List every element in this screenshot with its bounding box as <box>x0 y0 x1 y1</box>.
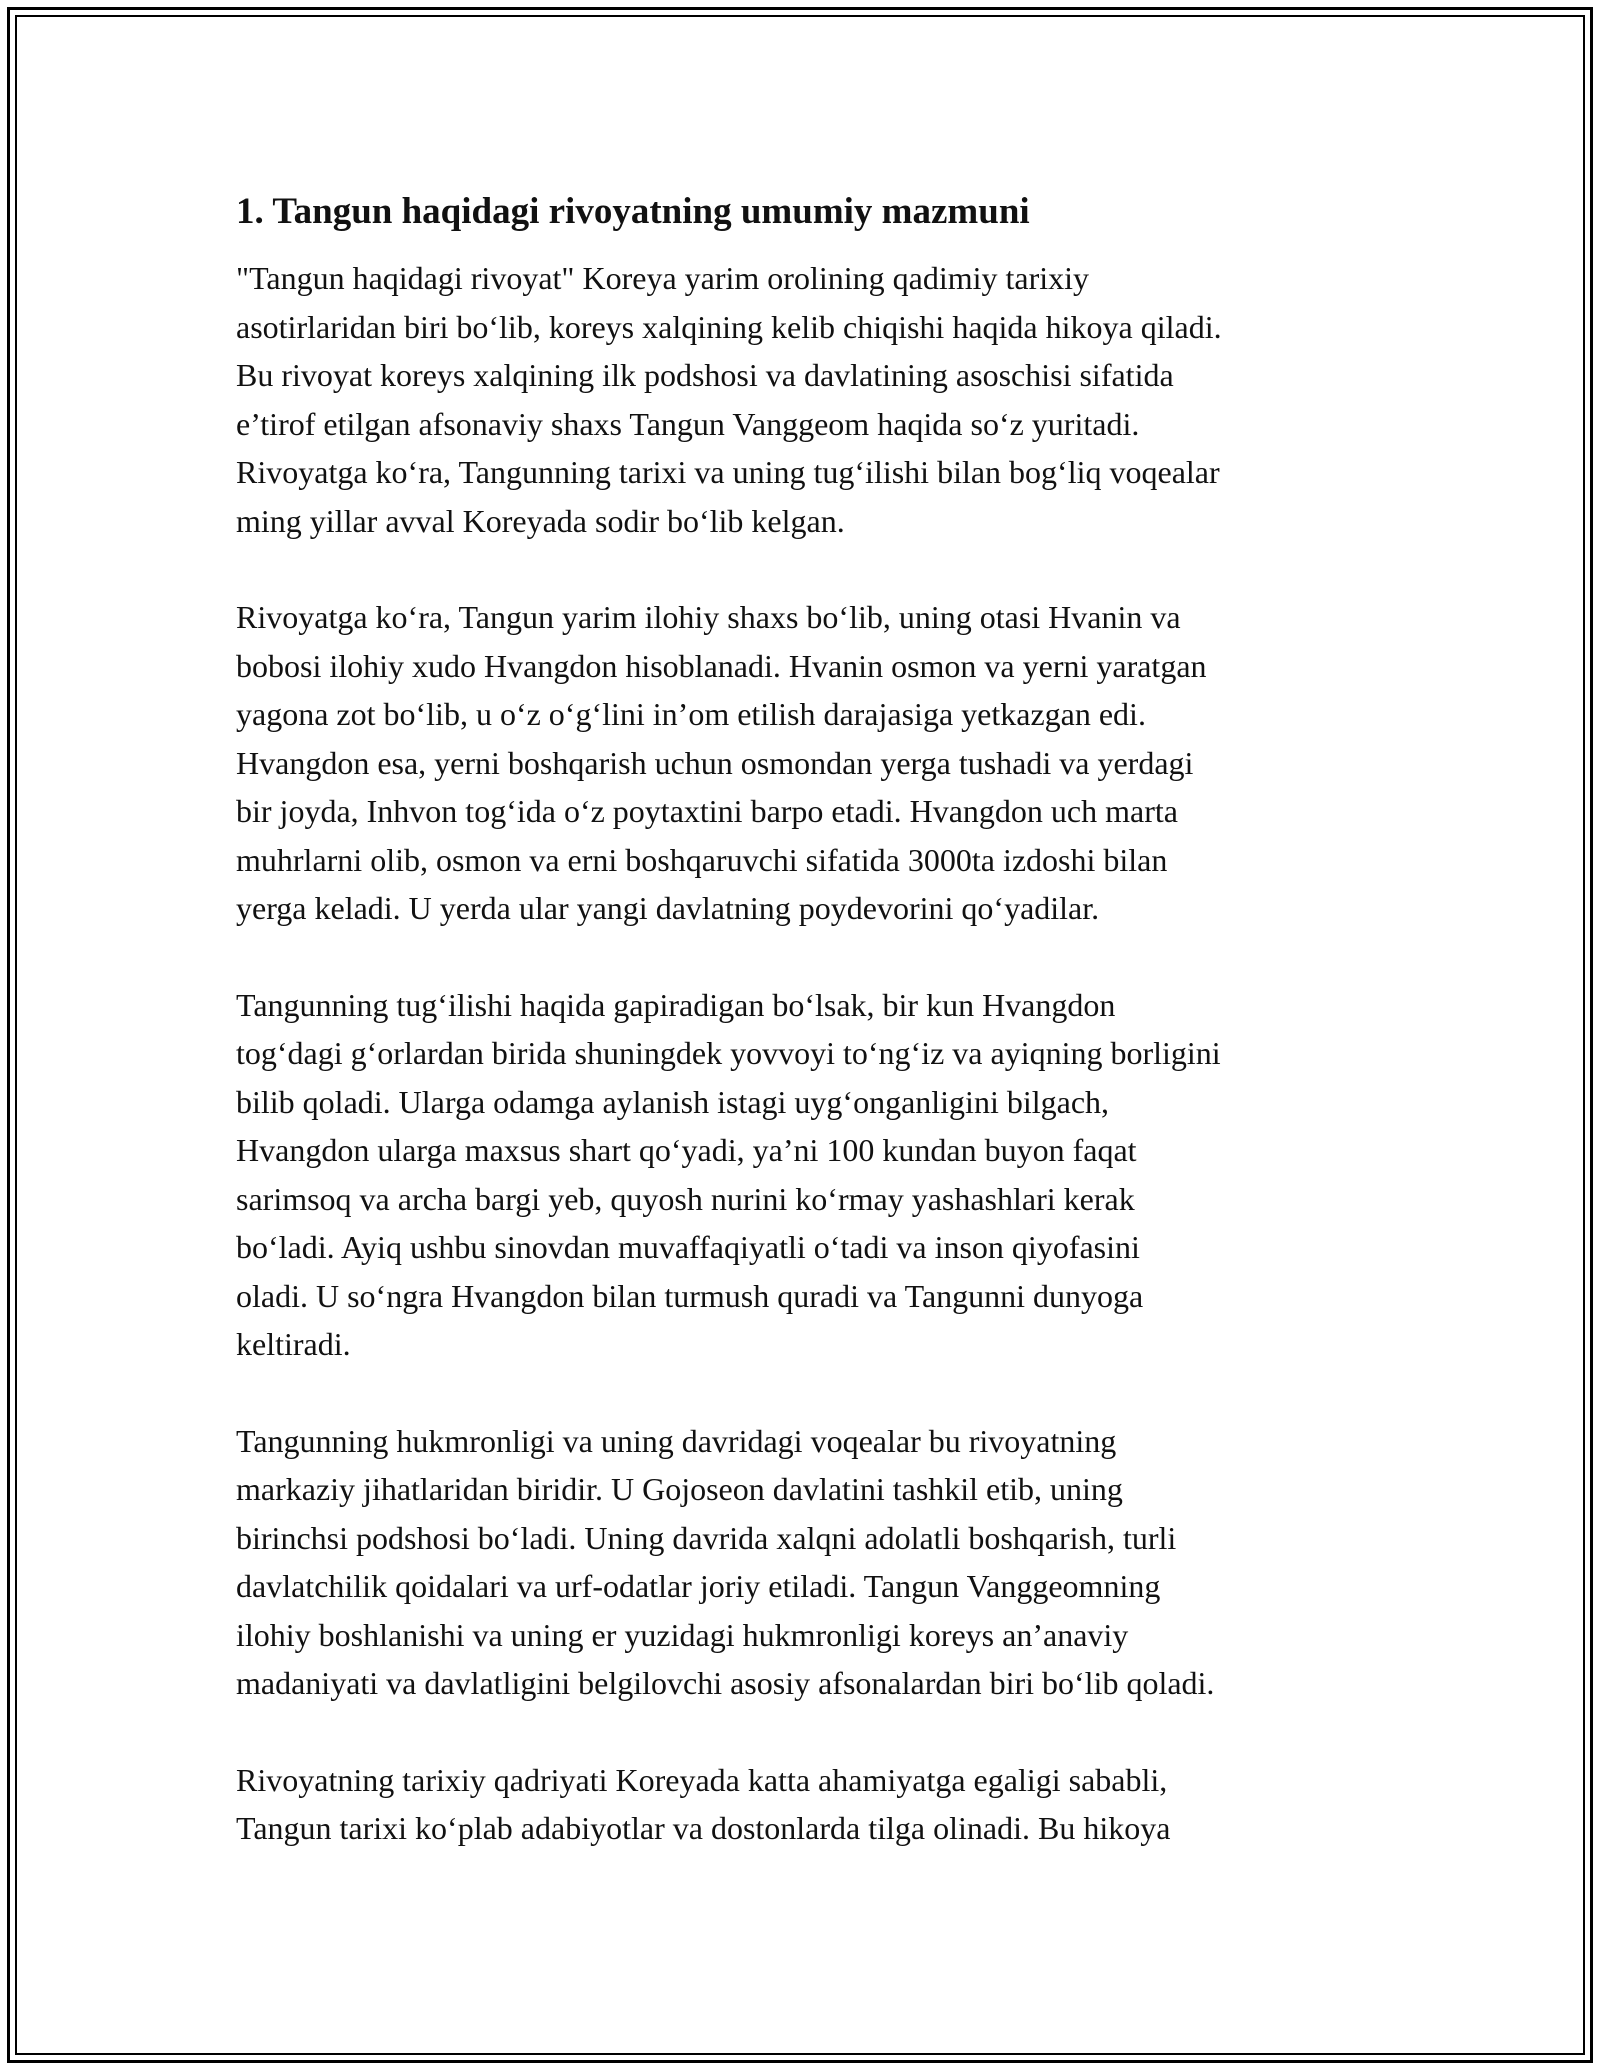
paragraph-4: Tangunning hukmronligi va uning davridagi voqealar bu rivoyatning markaziy jihatlaridan biridir. U Gojoseon davlatini tashkil etib, uning birinchsi podshosi bo‘ladi. Uning davrida xalqni adolatli boshqarish, turli davlatchilik qoidalari va urf-odatlar joriy etiladi. Tangun Vanggeomning ilohiy boshlanishi va uning er yuzidagi hukmronligi koreys an’anaviy madaniyati va davlatligini belgilovchi asosiy afsonalardan biri bo‘lib qoladi. <box>236 1422 1215 1701</box>
paragraph-5: Rivoyatning tarixiy qadriyati Koreyada katta ahamiyatga egaligi sababli, Tangun tarixi ko‘plab adabiyotlar va dostonlarda tilga olinadi. Bu hikoya <box>236 1761 1171 1846</box>
paragraph-3: Tangunning tug‘ilishi haqida gapiradigan bo‘lsak, bir kun Hvangdon tog‘dagi g‘orlardan birida shuningdek yovvoyi to‘ng‘iz va ayiqning borligini bilib qoladi. Ularga odamga aylanish istagi uyg‘onganligini bilgach, Hvangdon ularga maxsus shart qo‘yadi, ya’ni 100 kundan buyon faqat sarimsoq va archa bargi yeb, quyosh nurini ko‘rmay yashashlari kerak bo‘ladi. Ayiq ushbu sinovdan muvaffaqiyatli o‘tadi va inson qiyofasini oladi. U so‘ngra Hvangdon bilan turmush quradi va Tangunni dunyoga keltiradi. <box>236 986 1221 1362</box>
document-body <box>236 188 1376 1901</box>
paragraph-2: Rivoyatga ko‘ra, Tangun yarim ilohiy shaxs bo‘lib, uning otasi Hvanin va bobosi ilohiy xudo Hvangdon hisoblanadi. Hvanin osmon va yerni yaratgan yagona zot bo‘lib, u o‘z o‘g‘lini in’om etilish darajasiga yetkazgan edi. Hvangdon esa, yerni boshqarish uchun osmondan yerga tushadi va yerdagi bir joyda, Inhvon tog‘ida o‘z poytaxtini barpo etadi. Hvangdon uch marta muhrlarni olib, osmon va erni boshqaruvchi sifatida 3000ta izdoshi bilan yerga keladi. U yerda ular yangi davlatning poydevorini qo‘yadilar. <box>236 599 1207 926</box>
paragraph-1: "Tangun haqidagi rivoyat" Koreya yarim orolining qadimiy tarixiy asotirlaridan biri bo‘lib, koreys xalqining kelib chiqishi haqida hikoya qiladi. Bu rivoyat koreys xalqining ilk podshosi va davlatining asoschisi sifatida e’tirof etilgan afsonaviy shaxs Tangun Vanggeom haqida so‘z yuritadi. Rivoyatga ko‘ra, Tangunning tarixi va uning tug‘ilishi bilan bog‘liq voqealar ming yillar avval Koreyada sodir bo‘lib kelgan. <box>236 260 1222 539</box>
section-heading: 1. Tangun haqidagi rivoyatning umumiy mazmuni <box>236 191 1030 232</box>
